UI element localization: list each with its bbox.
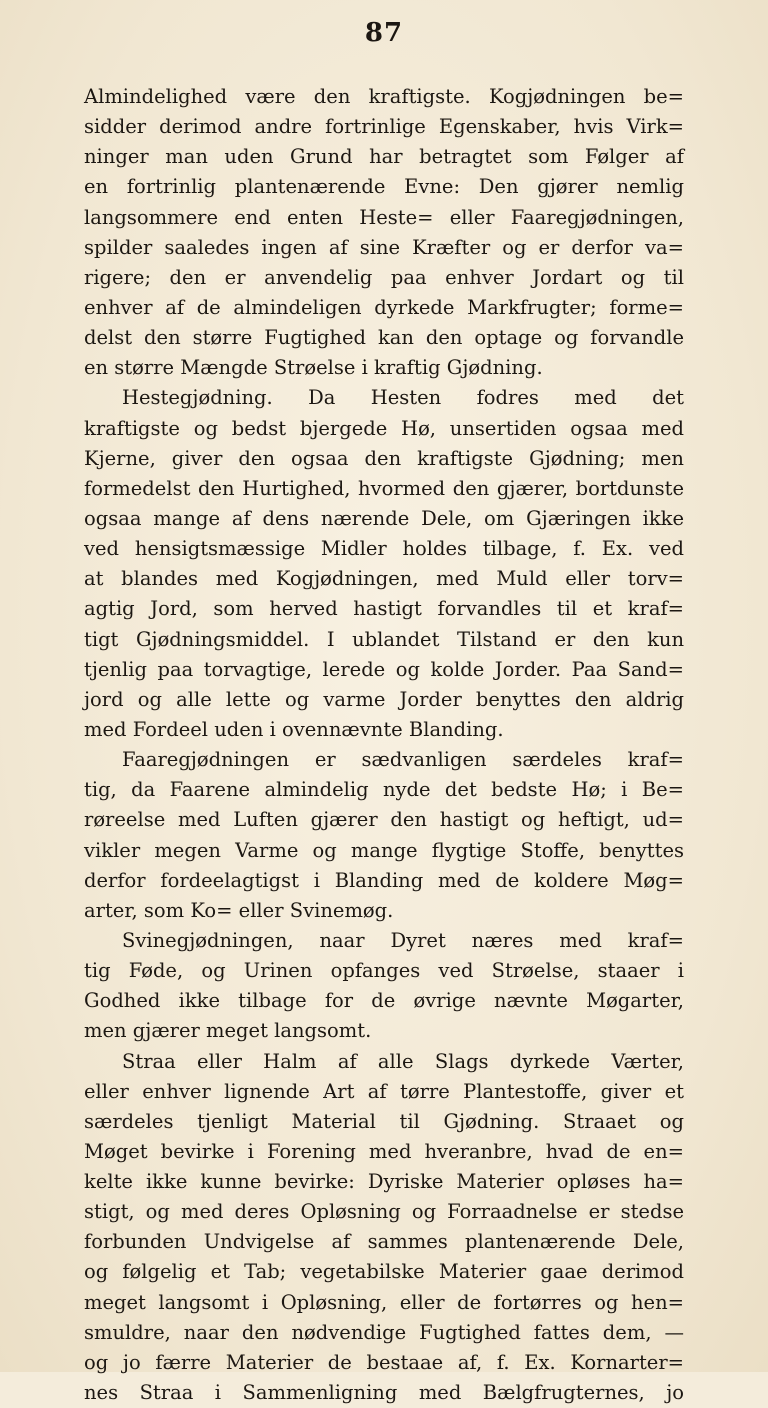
text-line: kraftigste og bedst bjergede Hø, unsertiden ogsaa med [84, 416, 684, 440]
page-number: 87 [364, 18, 404, 48]
text-line: og jo færre Materier de bestaae af, f. Ex. Kornarter= [84, 1350, 684, 1374]
text-line: Almindelighed være den kraftigste. Kogjødningen be= [84, 85, 684, 108]
text-line: meget langsomt i Opløsning, eller de fortørres og hen= [84, 1290, 684, 1314]
text-line: en fortrinlig plantenærende Evne: Den gjører nemlig [84, 175, 684, 199]
text-line: ved hensigtsmæssige Midler holdes tilbage, f. Ex. ved [84, 537, 684, 561]
text-line: med Fordeel uden i ovennævnte Blanding. [84, 717, 504, 741]
text-line: kelte ikke kunne bevirke: Dyriske Materier opløses ha= [84, 1170, 684, 1194]
text-line: tigt Gjødningsmiddel. I ublandet Tilstand er den kun [84, 627, 684, 651]
text-line: at blandes med Kogjødningen, med Muld eller torv= [84, 567, 684, 591]
text-line: men gjærer meget langsomt. [84, 1019, 372, 1043]
text-line: arter, som Ko= eller Svinemøg. [84, 898, 394, 922]
text-line: særdeles tjenligt Material til Gjødning. Straaet og [84, 1109, 684, 1133]
text-line: ninger man uden Grund har betragtet som Følger af [84, 145, 684, 169]
text-line: tig Føde, og Urinen opfanges ved Strøelse, staaer i [84, 959, 684, 983]
text-line: Møget bevirke i Forening med hveranbre, hvad de en= [84, 1139, 684, 1163]
text-line: delst den større Fugtighed kan den optage og forvandle [84, 326, 684, 350]
section-heading-line: Svinegjødningen, naar Dyret næres med kraf= [122, 928, 684, 952]
section-heading-line: Straa eller Halm af alle Slags dyrkede Værter, [122, 1049, 684, 1073]
text-line: eller enhver lignende Art af tørre Plantestoffe, giver et [84, 1079, 684, 1103]
text-line: enhver af de almindeligen dyrkede Markfrugter; forme= [84, 295, 684, 319]
text-line: stigt, og med deres Opløsning og Forraadnelse er stedse [84, 1200, 684, 1224]
text-line: smuldre, naar den nødvendige Fugtighed fattes dem, — [84, 1320, 684, 1344]
text-line: røreelse med Luften gjærer den hastigt og heftigt, ud= [84, 808, 684, 832]
text-line: vikler megen Varme og mange flygtige Stoffe, benyttes [84, 838, 684, 862]
text-line: jord og alle lette og varme Jorder benyttes den aldrig [84, 687, 684, 711]
text-line: tig, da Faarene almindelig nyde det bedste Hø; i Be= [84, 778, 684, 802]
text-line: Godhed ikke tilbage for de øvrige nævnte Møgarter, [84, 989, 684, 1013]
text-line: formedelst den Hurtighed, hvormed den gjærer, bortdunste [84, 476, 684, 500]
text-line: nes Straa i Sammenligning med Bælgfrugternes, jo [84, 1381, 684, 1405]
text-line: agtig Jord, som herved hastigt forvandles til et kraf= [84, 597, 684, 621]
text-line: spilder saaledes ingen af sine Kræfter og er derfor va= [84, 235, 684, 259]
text-line: sidder derimod andre fortrinlige Egenskaber, hvis Virk= [84, 115, 684, 139]
text-line: derfor fordeelagtigst i Blanding med de koldere Møg= [84, 868, 684, 892]
text-line: tjenlig paa torvagtige, lerede og kolde Jorder. Paa Sand= [84, 657, 684, 681]
text-line: langsommere end enten Heste= eller Faaregjødningen, [84, 205, 684, 229]
text-line: ogsaa mange af dens nærende Dele, om Gjæringen ikke [84, 506, 684, 530]
text-line: Kjerne, giver den ogsaa den kraftigste Gjødning; men [84, 446, 684, 470]
text-line: forbunden Undvigelse af sammes plantenærende Dele, [84, 1230, 684, 1254]
text-line: rigere; den er anvendelig paa enhver Jordart og til [84, 265, 684, 289]
body-text [84, 82, 684, 1408]
text-line: en større Mængde Strøelse i kraftig Gjødning. [84, 356, 543, 380]
text-line: og følgelig et Tab; vegetabilske Materier gaae derimod [84, 1260, 684, 1284]
section-heading-line: Faaregjødningen er sædvanligen særdeles kraf= [122, 748, 684, 772]
section-heading-line: Hestegjødning. Da Hesten fodres med det [122, 386, 684, 410]
